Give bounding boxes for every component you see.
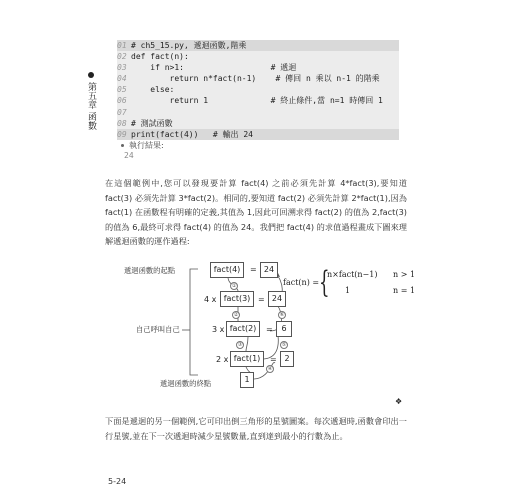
start-label: 遞迴函數的起點 [124,266,176,275]
result-label [120,140,164,151]
formula-case2-cond: n = 1 [393,286,416,295]
code-text: return n*fact(n-1) # 傳回 n 乘以 n-1 的階乘 [131,74,380,84]
result-box: 24 [260,262,278,278]
call-box: fact(1) [230,351,264,367]
step-number: ⑤ [281,342,287,348]
code-line [117,73,399,84]
base-case-box: 1 [240,372,254,388]
chapter-bullet-icon [88,72,94,78]
code-line [117,51,399,62]
line-number: 01 [117,41,127,50]
page-number: 5-24 [108,477,127,486]
brace-icon: { [319,265,330,300]
step-number: ③ [237,342,243,348]
line-number: 07 [117,107,127,117]
equals-sign: = [258,295,265,304]
multiplier: 3 x [212,325,225,334]
equals-sign: = [266,325,273,334]
explanation-paragraph: 在這個範例中,您可以發現要計算 fact(4) 之前必須先計算 4*fact(3),要知道 fact(3) 必須先計算 3*fact(2)。相同的,要知道 fact(2) 必須先計算 2*fact(1),因為 fact(1) 在函數程有明確的定義,其值為 1,因此可回溯求得 fact(2) 的值為 2,fact(3) 的值為 6,最終可求得 fact(4) 的值為 24。我們把 fact(4) 的求值過程畫成下圖來理解遞迴函數的運作過程: [105,178,407,246]
code-line [117,118,399,129]
line-number: 05 [117,85,127,95]
equals-sign: = [250,265,257,274]
call-box: fact(3) [220,291,254,307]
line-number: 08 [117,118,127,128]
code-line [117,107,399,118]
code-text: return 1 # 終止條件,當 n=1 時傳回 1 [131,96,383,106]
result-box: 2 [280,351,294,367]
formula-case2-expr: 1 [345,286,351,295]
code-line [117,129,399,140]
line-number: 03 [117,63,127,73]
step-number: ① [231,283,237,289]
result-value: 24 [124,151,134,160]
self-call-label: 自己呼叫自己 [136,325,180,334]
formula-case1-expr: n×fact(n−1) [327,270,378,279]
chapter-label: 第五章 函數 [86,82,96,130]
code-text: print(fact(4)) # 輸出 24 [131,129,253,139]
step-number: ⑥ [279,312,285,318]
code-line [117,95,399,106]
call-box: fact(2) [226,321,260,337]
end-label: 遞迴函數的終點 [160,379,212,388]
line-number: 02 [117,52,127,62]
result-label-text: 執行結果: [129,141,164,150]
line-number: 04 [117,74,127,84]
call-box: fact(4) [210,262,244,278]
code-line [117,62,399,73]
line-number: 06 [117,96,127,106]
multiplier: 4 x [204,295,217,304]
code-text: if n>1: # 遞迴 [131,63,297,73]
formula-case1-cond: n > 1 [393,270,416,279]
code-text: else: [131,85,175,95]
result-box: 24 [268,291,286,307]
step-number: ② [233,312,239,318]
next-section-paragraph: 下面是遞迴的另一個範例,它可印出倒三角形的星號圖案。每次遞迴時,函數會印出一行星號,並在下一次遞迴時減少星號數量,直到達到最小的行數為止。 [105,416,407,441]
formula-lhs: fact(n) = [283,278,320,287]
code-listing [117,40,399,140]
equals-sign: = [270,355,277,364]
code-line [117,40,399,51]
code-text: def fact(n): [131,52,189,62]
code-line [117,84,399,95]
ornament-icon: ❖ [395,397,403,406]
multiplier: 2 x [216,355,229,364]
bullet-icon [121,144,124,147]
code-text: # 測試函數 [131,118,173,128]
chapter-side-tab [84,72,98,134]
result-box: 6 [276,321,292,337]
step-number: ④ [267,366,273,372]
line-number: 09 [117,129,127,139]
code-text: # ch5_15.py, 遞迴函數,階乘 [131,41,247,50]
